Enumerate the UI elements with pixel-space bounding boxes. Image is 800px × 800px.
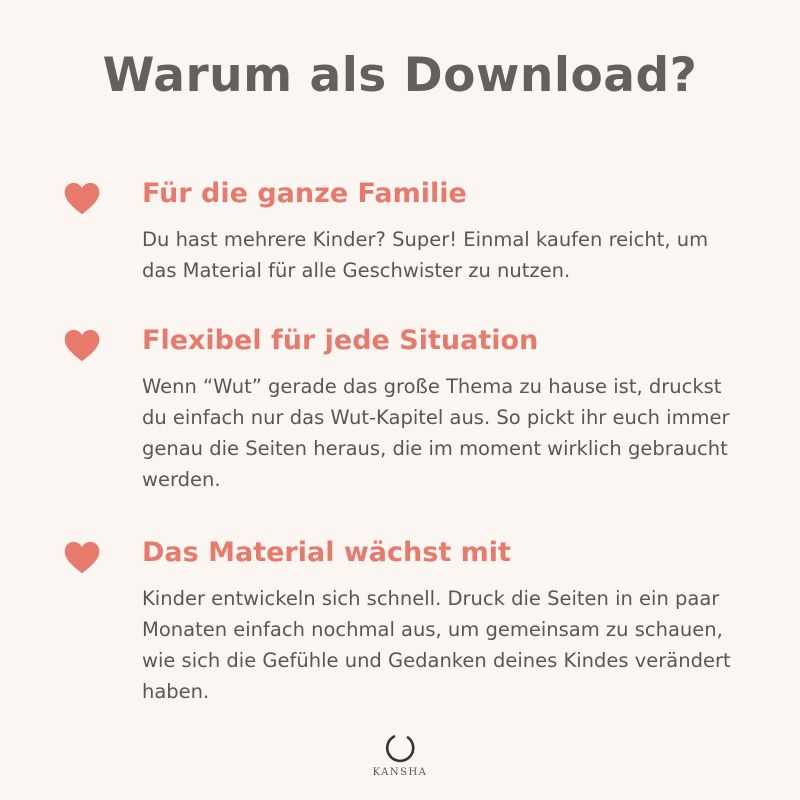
feature-text: Du hast mehrere Kinder? Super! Einmal kaufen reicht, um das Material für alle Geschwister zu nutzen. bbox=[142, 228, 709, 282]
page-title: Warum als Download? bbox=[102, 48, 698, 103]
feature-text: Wenn “Wut” gerade das große Thema zu hause ist, druckst du einfach nur das Wut-Kapitel aus. So pickt ihr euch immer genau die Seiten heraus, die im moment wirklich gebraucht werden. bbox=[142, 375, 730, 491]
brand-name: KANSHA bbox=[372, 767, 428, 778]
heart-icon bbox=[64, 329, 100, 362]
feature-heading: Für die ganze Familie bbox=[142, 178, 467, 209]
brand-logo bbox=[360, 731, 440, 778]
feature-heading: Das Material wächst mit bbox=[142, 537, 511, 568]
feature-heading: Flexibel für jede Situation bbox=[142, 325, 539, 356]
enso-circle-icon bbox=[383, 731, 417, 765]
heart-icon bbox=[64, 541, 100, 574]
heart-icon bbox=[64, 182, 100, 215]
feature-text: Kinder entwickeln sich schnell. Druck die Seiten in ein paar Monaten einfach nochmal aus, um gemeinsam zu schauen, wie sich die Gefühle und Gedanken deines Kindes verändert haben. bbox=[142, 587, 731, 703]
